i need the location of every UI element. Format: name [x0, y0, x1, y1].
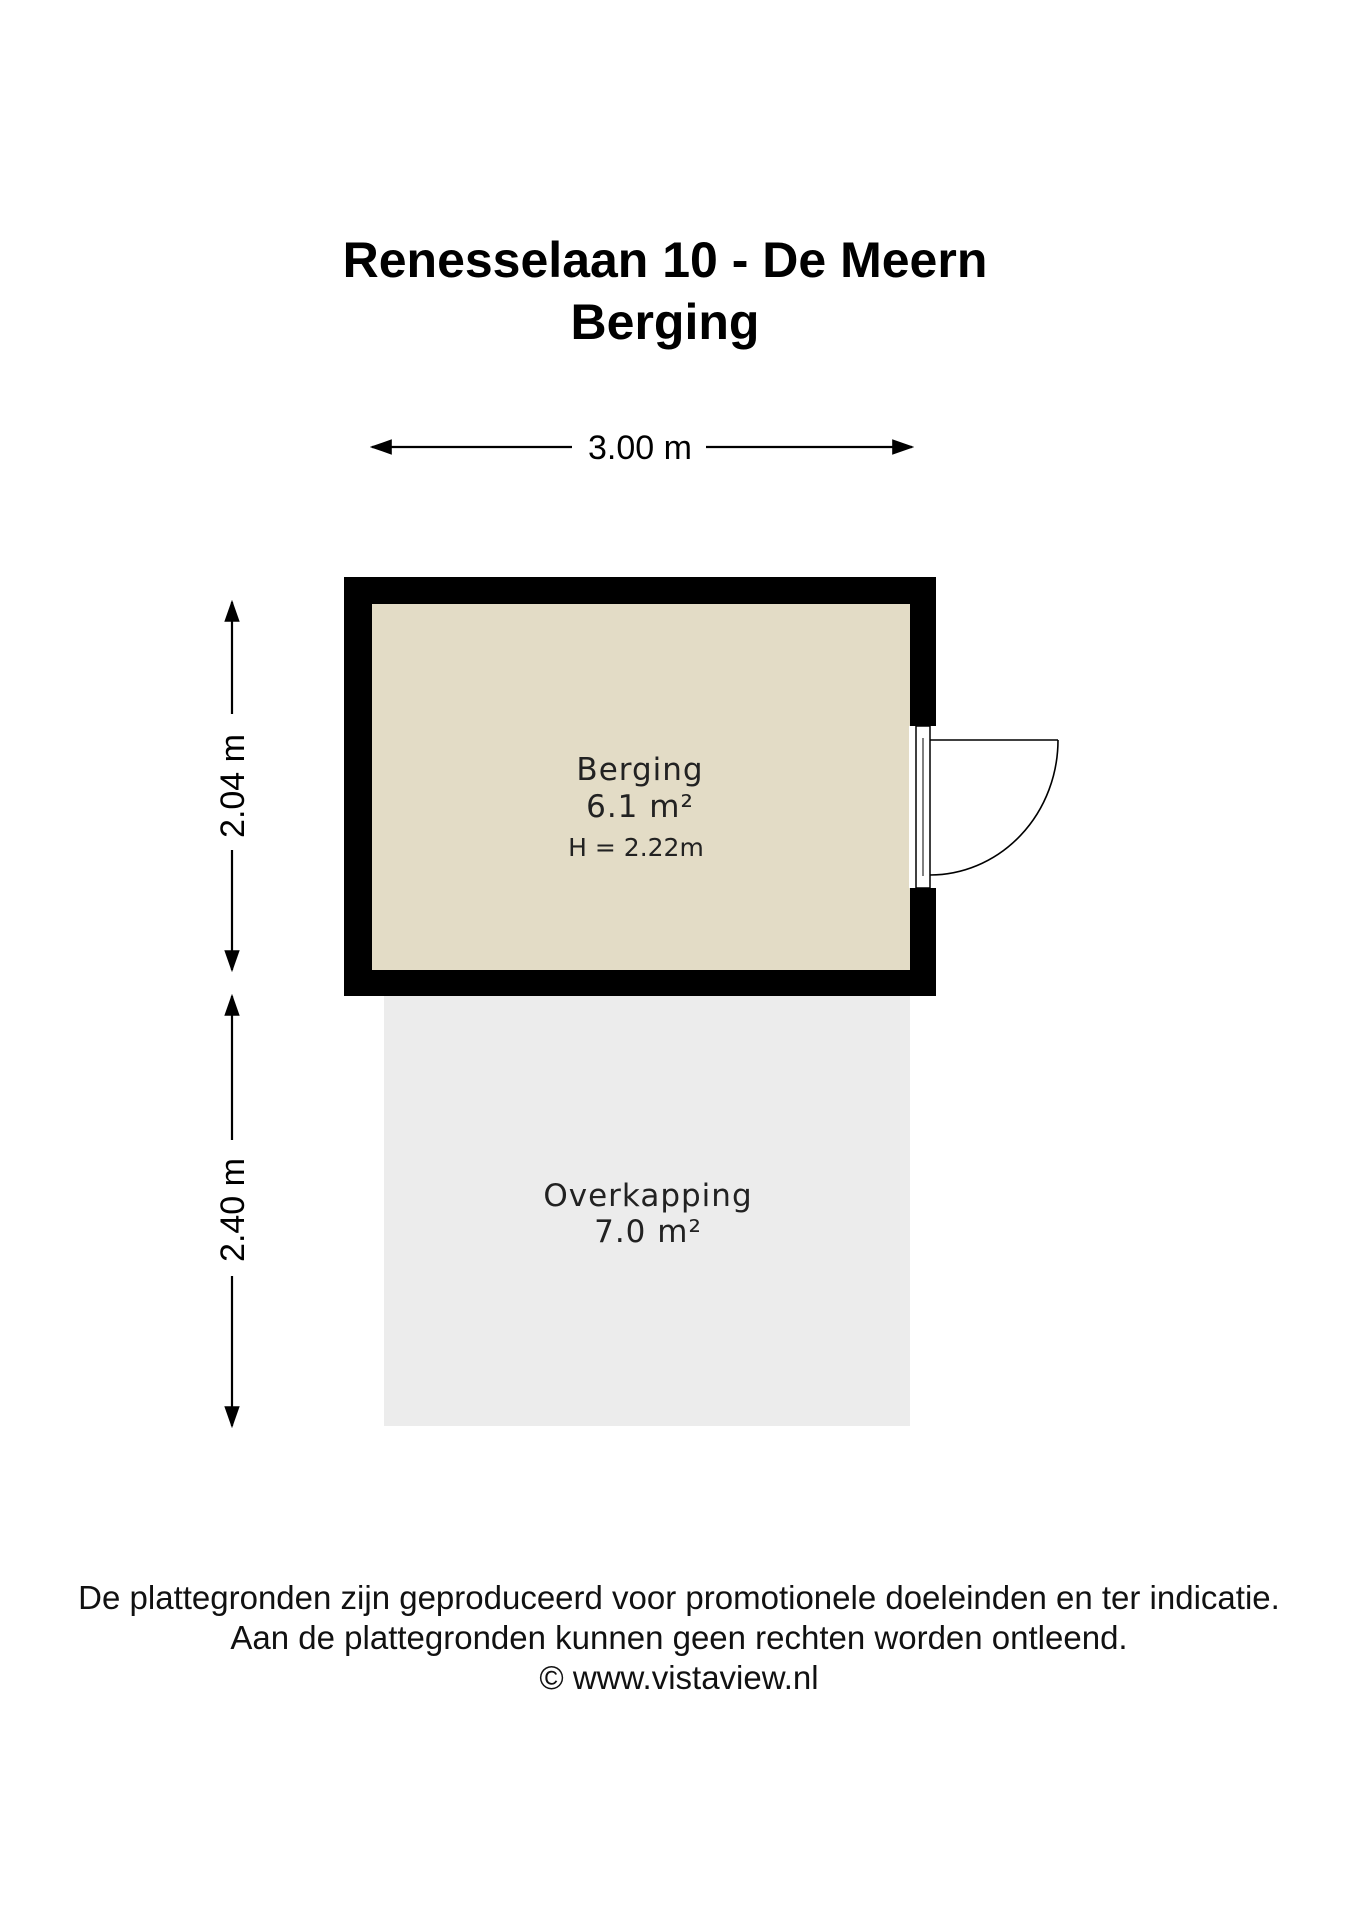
disclaimer-line-1: De plattegronden zijn geproduceerd voor promotionele doeleinden en ter indicatie.	[78, 1579, 1280, 1616]
overkapping-area-label: 7.0 m²	[594, 1214, 702, 1250]
width-dimension	[372, 429, 912, 467]
plan-title: Renesselaan 10 - De Meern	[342, 232, 988, 288]
copyright-notice: © www.vistaview.nl	[539, 1659, 819, 1696]
berging-height-dimension	[214, 602, 252, 970]
overkapping-height-label: 2.40 m	[214, 1158, 252, 1262]
width-dimension-label: 3.00 m	[588, 429, 692, 467]
door	[909, 726, 1058, 888]
berging-height-text: H = 2.22m	[568, 833, 704, 862]
door-swing-arc	[930, 740, 1058, 875]
berging-area-label: 6.1 m²	[586, 789, 694, 825]
berging-height-label: 2.04 m	[214, 734, 252, 838]
overkapping-name-label: Overkapping	[543, 1178, 753, 1214]
overkapping-height-dimension	[214, 996, 252, 1426]
berging-name-label: Berging	[576, 752, 704, 788]
disclaimer-line-2: Aan de plattegronden kunnen geen rechten worden ontleend.	[230, 1619, 1128, 1656]
plan-subtitle: Berging	[570, 294, 760, 350]
